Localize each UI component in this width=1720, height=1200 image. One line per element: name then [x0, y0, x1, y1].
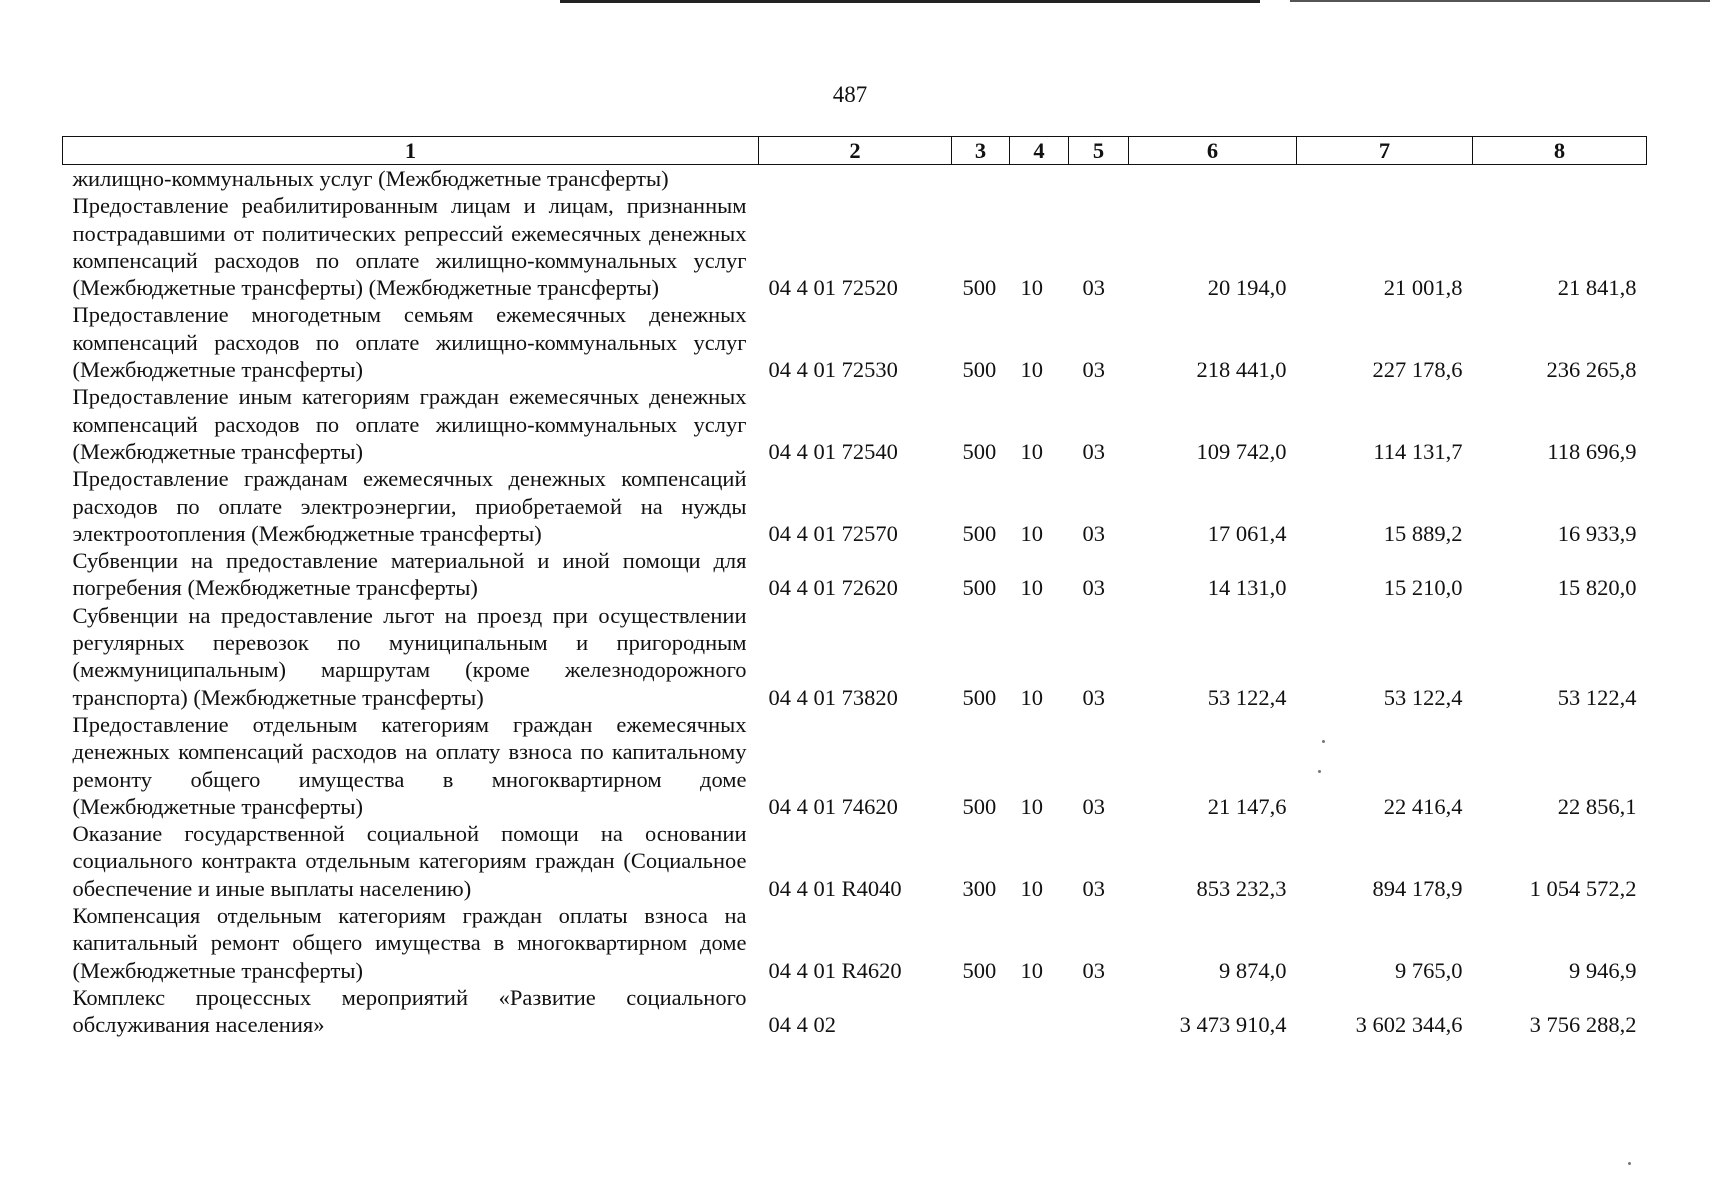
column-header-expense-type: 3 [952, 137, 1010, 165]
scan-speck [1322, 740, 1325, 743]
row-name-cell: жилищно-коммунальных услуг (Межбюджетные трансферты) [72, 166, 669, 191]
row-year-3-amount: 21 841,8 [1557, 275, 1637, 301]
table-row [63, 820, 1647, 902]
row-year-3-amount: 9 946,9 [1569, 957, 1637, 983]
row-target-article-cell: 04 4 01 72570 [768, 520, 898, 546]
row-subsection-cell [1069, 165, 1129, 193]
row-year-2-amount: 3 602 344,6 [1355, 1012, 1463, 1038]
page-number: 487 [832, 82, 868, 107]
table-row [63, 165, 1647, 193]
row-year-2-amount: 22 416,4 [1383, 793, 1463, 819]
row-target-article-cell: 04 4 01 R4620 [768, 957, 902, 983]
row-year-2-amount: 9 765,0 [1395, 957, 1463, 983]
table-row [63, 602, 1647, 711]
row-section-cell: 10 [1020, 957, 1043, 983]
row-year-2-amount: 894 178,9 [1372, 875, 1463, 901]
row-subsection-cell: 03 [1082, 438, 1105, 464]
row-year-1-amount [1129, 165, 1297, 193]
table-row [63, 465, 1647, 547]
table-row [63, 547, 1647, 602]
table-body [63, 165, 1647, 1039]
row-expense-type-cell: 500 [962, 793, 997, 819]
row-year-2-amount: 114 131,7 [1373, 438, 1463, 464]
table-row [63, 192, 1647, 301]
row-section-cell: 10 [1020, 875, 1043, 901]
row-section-cell [1010, 984, 1069, 1039]
row-name-cell: Оказание государственной социальной помощи на основании социального контракта отдельным категориям граждан (Социальное обеспечение и иные выплаты населению) [72, 821, 747, 901]
row-year-1-amount: 14 131,0 [1207, 575, 1287, 601]
row-target-article-cell: 04 4 01 72520 [768, 275, 898, 301]
row-section-cell: 10 [1020, 684, 1043, 710]
row-year-3-amount: 53 122,4 [1557, 684, 1637, 710]
row-year-1-amount: 109 742,0 [1196, 438, 1287, 464]
row-subsection-cell: 03 [1082, 275, 1105, 301]
row-year-1-amount: 218 441,0 [1196, 357, 1287, 383]
table-row [63, 383, 1647, 465]
row-year-3-amount: 22 856,1 [1557, 793, 1637, 819]
row-name-cell: Предоставление реабилитированным лицам и лицам, признанным пострадавшими от политических репрессий ежемесячных денежных компенсаций расходов по оплате жилищно-коммунальных услуг (Межбюджетные трансферты) (Межбюджетные трансферты) [72, 193, 747, 301]
row-expense-type-cell [952, 984, 1010, 1039]
row-year-3-amount: 3 756 288,2 [1529, 1012, 1637, 1038]
header-row [63, 137, 1647, 165]
row-expense-type-cell: 500 [962, 684, 997, 710]
row-target-article-cell: 04 4 01 74620 [768, 793, 898, 819]
row-expense-type-cell: 500 [962, 575, 997, 601]
column-header-name: 1 [63, 137, 759, 165]
row-target-article-cell: 04 4 01 R4040 [768, 875, 902, 901]
table-row [63, 902, 1647, 984]
row-year-1-amount: 3 473 910,4 [1179, 1012, 1287, 1038]
column-header-section: 4 [1010, 137, 1069, 165]
row-target-article-cell [759, 165, 952, 193]
table-header [63, 137, 1647, 165]
row-section-cell: 10 [1020, 520, 1043, 546]
row-section-cell: 10 [1020, 438, 1043, 464]
row-name-cell: Комплекс процессных мероприятий «Развитие социального обслуживания населения» [72, 984, 747, 1038]
row-expense-type-cell: 500 [962, 275, 997, 301]
row-expense-type-cell: 500 [962, 520, 997, 546]
table-row [63, 301, 1647, 383]
row-subsection-cell: 03 [1082, 575, 1105, 601]
row-target-article-cell: 04 4 02 [768, 1012, 836, 1038]
row-target-article-cell: 04 4 01 72530 [768, 357, 898, 383]
row-year-3-amount: 236 265,8 [1546, 357, 1637, 383]
row-year-1-amount: 21 147,6 [1207, 793, 1287, 819]
row-year-2-amount: 21 001,8 [1383, 275, 1463, 301]
row-year-1-amount: 17 061,4 [1207, 520, 1287, 546]
row-section-cell: 10 [1020, 357, 1043, 383]
row-year-1-amount: 9 874,0 [1219, 957, 1287, 983]
row-name-cell: Субвенции на предоставление льгот на проезд при осуществлении регулярных перевозок по муниципальным и пригородным (межмуниципальным) маршрутам (кроме железнодорожного транспорта) (Межбюджетные трансферты) [72, 602, 747, 710]
column-header-year-1: 6 [1129, 137, 1297, 165]
row-name-cell: Предоставление многодетным семьям ежемесячных денежных компенсаций расходов по оплате жилищно-коммунальных услуг (Межбюджетные трансферты) [72, 302, 747, 383]
row-subsection-cell [1069, 984, 1129, 1039]
row-expense-type-cell: 300 [962, 875, 997, 901]
row-year-1-amount: 20 194,0 [1207, 275, 1287, 301]
column-header-target-article: 2 [759, 137, 952, 165]
row-target-article-cell: 04 4 01 72540 [768, 438, 898, 464]
table-row [63, 711, 1647, 820]
row-target-article-cell: 04 4 01 73820 [768, 684, 898, 710]
row-section-cell [1010, 165, 1069, 193]
row-year-3-amount: 118 696,9 [1547, 438, 1637, 464]
row-section-cell: 10 [1020, 793, 1043, 819]
row-year-3-amount: 15 820,0 [1557, 575, 1637, 601]
row-year-1-amount: 53 122,4 [1207, 684, 1287, 710]
row-year-3-amount: 16 933,9 [1557, 520, 1637, 546]
row-subsection-cell: 03 [1082, 875, 1105, 901]
table-row [63, 984, 1647, 1039]
row-subsection-cell: 03 [1082, 793, 1105, 819]
row-subsection-cell: 03 [1082, 684, 1105, 710]
column-header-subsection: 5 [1069, 137, 1129, 165]
row-year-2-amount: 15 889,2 [1383, 520, 1463, 546]
row-subsection-cell: 03 [1082, 357, 1105, 383]
row-year-2-amount: 227 178,6 [1372, 357, 1463, 383]
row-expense-type-cell: 500 [962, 438, 997, 464]
column-header-year-2: 7 [1297, 137, 1473, 165]
row-expense-type-cell: 500 [962, 957, 997, 983]
row-section-cell: 10 [1020, 275, 1043, 301]
row-name-cell: Предоставление гражданам ежемесячных денежных компенсаций расходов по оплате электроэнергии, приобретаемой на нужды электроотопления (Межбюджетные трансферты) [72, 466, 747, 546]
row-year-3-amount [1473, 165, 1647, 193]
row-name-cell: Предоставление иным категориям граждан ежемесячных денежных компенсаций расходов по оплате жилищно-коммунальных услуг (Межбюджетные трансферты) [72, 384, 747, 464]
scan-edge-line [1290, 0, 1710, 2]
row-year-2-amount: 53 122,4 [1383, 684, 1463, 710]
column-header-year-3: 8 [1473, 137, 1647, 165]
row-year-3-amount: 1 054 572,2 [1529, 875, 1637, 901]
row-name-cell: Компенсация отдельным категориям граждан оплаты взноса на капитальный ремонт общего имущества в многоквартирном доме (Межбюджетные трансферты) [72, 903, 747, 983]
row-expense-type-cell: 500 [962, 357, 997, 383]
budget-table [62, 136, 1647, 1039]
row-year-2-amount: 15 210,0 [1383, 575, 1463, 601]
row-subsection-cell: 03 [1082, 957, 1105, 983]
row-section-cell: 10 [1020, 575, 1043, 601]
row-year-2-amount [1297, 165, 1473, 193]
scan-speck [1628, 1162, 1631, 1165]
row-target-article-cell: 04 4 01 72620 [768, 575, 898, 601]
row-name-cell: Предоставление отдельным категориям граждан ежемесячных денежных компенсаций расходов на оплату взноса по капитальному ремонту общего имущества в многоквартирном доме (Межбюджетные трансферты) [72, 711, 747, 819]
row-subsection-cell: 03 [1082, 520, 1105, 546]
row-year-1-amount: 853 232,3 [1196, 875, 1287, 901]
row-name-cell: Субвенции на предоставление материальной и иной помощи для погребения (Межбюджетные трансферты) [72, 548, 747, 601]
scan-speck [1318, 770, 1321, 773]
row-expense-type-cell [952, 165, 1010, 193]
scan-edge-line [560, 0, 1260, 3]
